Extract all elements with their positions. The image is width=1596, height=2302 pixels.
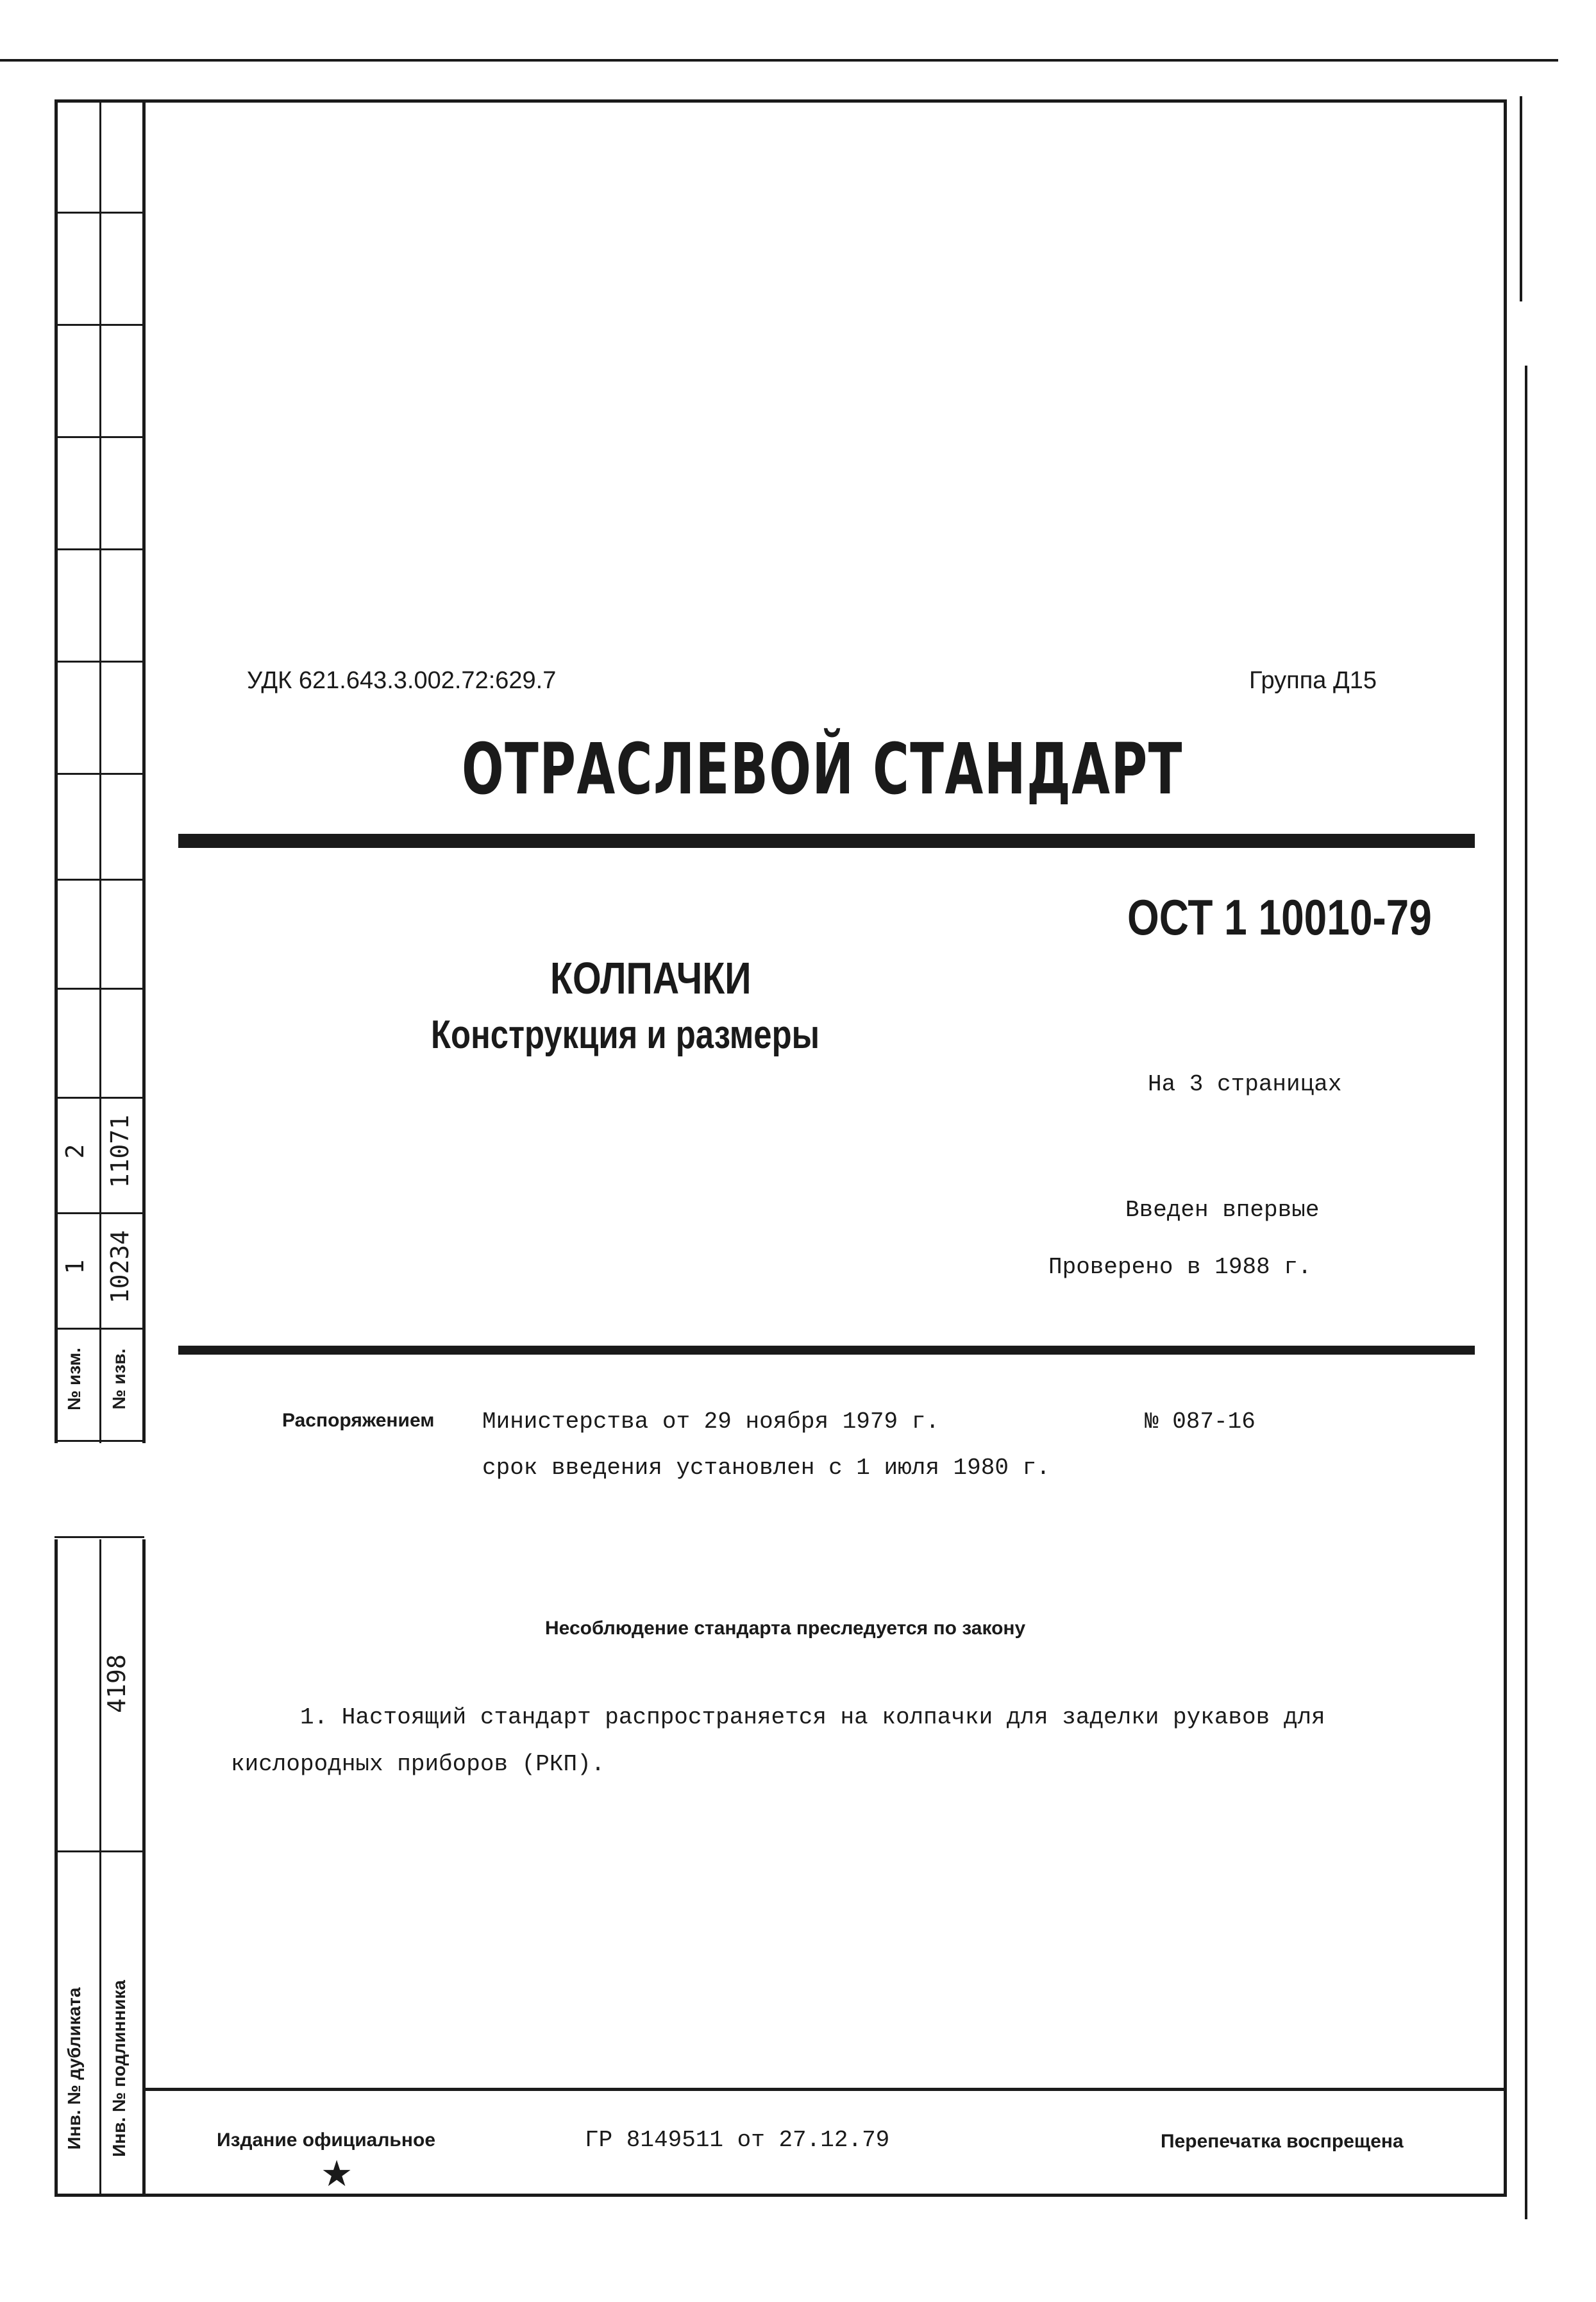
frame-bottom-rule xyxy=(146,2088,1507,2091)
paragraph-line: 1. Настоящий стандарт распространяется на колпачки для заделки рукавов для xyxy=(300,1704,1325,1731)
section-divider xyxy=(178,1346,1475,1355)
stamp-cell-line xyxy=(55,1536,144,1538)
reprint-notice: Перепечатка воспрещена xyxy=(1161,2131,1404,2152)
stamp-notice-no-2: 11071 xyxy=(106,1114,134,1189)
standard-code: ОСТ 1 10010-79 xyxy=(1127,889,1432,945)
right-edge-rule xyxy=(1525,366,1527,2219)
page-title: ОТРАСЛЕВОЙ СТАНДАРТ xyxy=(462,728,1183,810)
stamp-change-no-1: 1 xyxy=(61,1259,89,1274)
page-frame xyxy=(55,99,1507,2197)
stamp-notice-no-1: 10234 xyxy=(106,1230,134,1304)
order-number: № 087-16 xyxy=(1145,1409,1256,1435)
stamp-cell-line xyxy=(55,1850,144,1852)
udk-code: УДК 621.643.3.002.72:629.7 xyxy=(247,667,557,694)
stamp-cell-line xyxy=(55,436,144,438)
registration-number: ГР 8149511 от 27.12.79 xyxy=(585,2127,890,2153)
paragraph-line: кислородных приборов (РКП). xyxy=(231,1751,605,1777)
stamp-cell-line xyxy=(55,879,144,881)
stamp-cell-line xyxy=(55,988,144,990)
stamp-cell-line xyxy=(55,548,144,550)
right-edge-rule xyxy=(1520,96,1522,301)
checked-note: Проверено в 1988 г. xyxy=(1048,1254,1312,1280)
introduction-note: Введен впервые xyxy=(1125,1197,1320,1223)
stamp-gap xyxy=(54,1443,146,1539)
stamp-change-header: № изм. xyxy=(64,1348,84,1410)
stamp-duplicate-label: Инв. № дубликата xyxy=(64,1987,84,2150)
group-code: Группа Д15 xyxy=(1249,667,1377,694)
star-icon: ★ xyxy=(321,2153,353,2195)
stamp-inventory-number: 4198 xyxy=(103,1654,131,1713)
frame-inner-left xyxy=(142,99,146,2197)
stamp-cell-line xyxy=(55,324,144,326)
top-rule xyxy=(0,59,1558,62)
product-name: КОЛПАЧКИ xyxy=(550,953,752,1003)
edition-label: Издание официальное xyxy=(217,2129,436,2151)
effective-date: срок введения установлен с 1 июля 1980 г. xyxy=(482,1455,1050,1481)
stamp-original-label: Инв. № подлинника xyxy=(109,1980,129,2157)
stamp-cell-line xyxy=(55,773,144,775)
stamp-notice-header: № изв. xyxy=(109,1348,129,1410)
legal-warning: Несоблюдение стандарта преследуется по закону xyxy=(545,1618,1026,1639)
stamp-change-no-2: 2 xyxy=(61,1144,89,1159)
stamp-divider xyxy=(99,99,101,2197)
title-divider xyxy=(178,834,1475,848)
page-count: На 3 страницах xyxy=(1148,1071,1342,1097)
stamp-cell-line xyxy=(55,212,144,214)
product-subtitle: Конструкция и размеры xyxy=(431,1013,820,1057)
order-text: Министерства от 29 ноября 1979 г. xyxy=(482,1409,939,1435)
stamp-cell-line xyxy=(55,1440,144,1442)
stamp-cell-line xyxy=(55,661,144,663)
order-label: Распоряжением xyxy=(282,1410,435,1431)
